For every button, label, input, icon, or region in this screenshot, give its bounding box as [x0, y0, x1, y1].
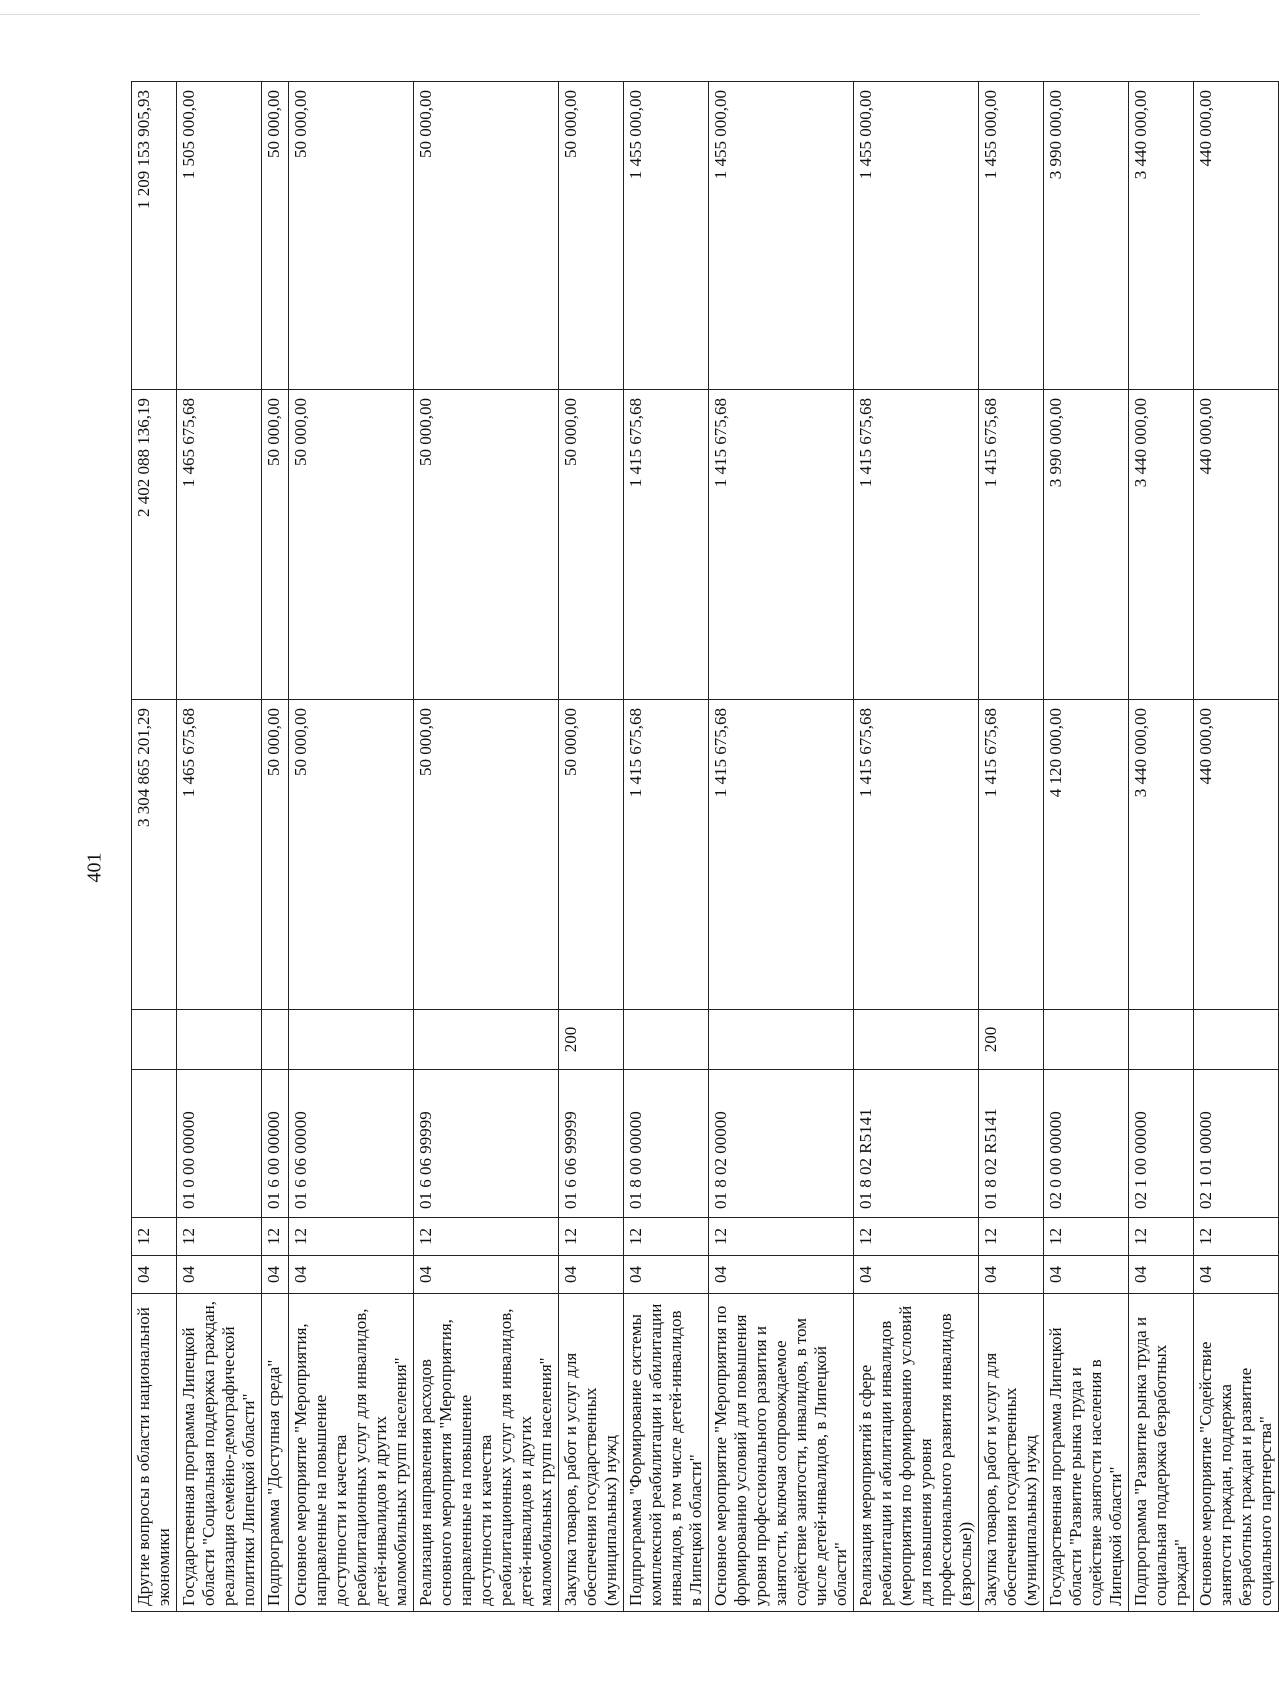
subsection-code-cell: 12: [709, 1218, 854, 1256]
table-row: [132, 82, 177, 1612]
amount-year2-cell: 50 000,00: [559, 390, 624, 700]
target-code-cell: 01 6 06 99999: [559, 1070, 624, 1218]
expense-type-cell: [1194, 1010, 1279, 1070]
section-code-cell: 04: [559, 1256, 624, 1294]
amount-year3-cell: 1 209 153 905,93: [132, 82, 177, 390]
amount-year1-cell: 50 000,00: [559, 700, 624, 1010]
section-code-cell: 04: [289, 1256, 414, 1294]
target-code-cell: [132, 1070, 177, 1218]
expense-type-cell: [414, 1010, 559, 1070]
subsection-code-cell: 12: [1194, 1218, 1279, 1256]
amount-year3-cell: 1 455 000,00: [979, 82, 1044, 390]
table-row: [1194, 82, 1279, 1612]
section-code-cell: 04: [262, 1256, 289, 1294]
target-code-cell: 02 0 00 00000: [1044, 1070, 1129, 1218]
amount-year2-cell: 1 415 675,68: [854, 390, 979, 700]
amount-year2-cell: 1 415 675,68: [709, 390, 854, 700]
target-code-cell: 01 8 02 R5141: [854, 1070, 979, 1218]
section-code-cell: 04: [132, 1256, 177, 1294]
subsection-code-cell: 12: [414, 1218, 559, 1256]
row-name-cell: Закупка товаров, работ и услуг для обеспечения государственных (муниципальных) нужд: [559, 1294, 624, 1612]
row-name-cell: Подпрограмма "Развитие рынка труда и социальная поддержка безработных граждан": [1129, 1294, 1194, 1612]
expense-type-cell: [1044, 1010, 1129, 1070]
target-code-cell: 01 8 02 R5141: [979, 1070, 1044, 1218]
amount-year3-cell: 50 000,00: [289, 82, 414, 390]
subsection-code-cell: 12: [559, 1218, 624, 1256]
subsection-code-cell: 12: [979, 1218, 1044, 1256]
subsection-code-cell: 12: [289, 1218, 414, 1256]
amount-year3-cell: 50 000,00: [414, 82, 559, 390]
subsection-code-cell: 12: [132, 1218, 177, 1256]
table-row: [414, 82, 559, 1612]
expense-type-cell: [289, 1010, 414, 1070]
table-row: [262, 82, 289, 1612]
amount-year2-cell: 1 415 675,68: [979, 390, 1044, 700]
table-row: [854, 82, 979, 1612]
amount-year2-cell: 1 415 675,68: [624, 390, 709, 700]
amount-year1-cell: 1 465 675,68: [177, 700, 262, 1010]
rotated-page: [131, 82, 1275, 1612]
expense-type-cell: 200: [979, 1010, 1044, 1070]
section-code-cell: 04: [624, 1256, 709, 1294]
amount-year3-cell: 1 455 000,00: [709, 82, 854, 390]
table-row: [979, 82, 1044, 1612]
section-code-cell: 04: [1129, 1256, 1194, 1294]
amount-year2-cell: 1 465 675,68: [177, 390, 262, 700]
amount-year3-cell: 1 455 000,00: [854, 82, 979, 390]
subsection-code-cell: 12: [1044, 1218, 1129, 1256]
expense-type-cell: [132, 1010, 177, 1070]
section-code-cell: 04: [1044, 1256, 1129, 1294]
subsection-code-cell: 12: [1129, 1218, 1194, 1256]
amount-year2-cell: 50 000,00: [262, 390, 289, 700]
budget-table: [131, 81, 1279, 1612]
row-name-cell: Подпрограмма "Доступная среда": [262, 1294, 289, 1612]
section-code-cell: 04: [414, 1256, 559, 1294]
subsection-code-cell: 12: [177, 1218, 262, 1256]
row-name-cell: Государственная программа Липецкой области "Развитие рынка труда и содействие занятости населения в Липецкой области": [1044, 1294, 1129, 1612]
amount-year2-cell: 50 000,00: [289, 390, 414, 700]
section-code-cell: 04: [979, 1256, 1044, 1294]
expense-type-cell: [177, 1010, 262, 1070]
amount-year3-cell: 440 000,00: [1194, 82, 1279, 390]
table-row: [709, 82, 854, 1612]
table-body: [132, 82, 1279, 1612]
amount-year1-cell: 50 000,00: [289, 700, 414, 1010]
row-name-cell: Другие вопросы в области национальной экономики: [132, 1294, 177, 1612]
target-code-cell: 01 6 00 00000: [262, 1070, 289, 1218]
row-name-cell: Основное мероприятие "Мероприятия по формированию условий для повышения уровня профессионального развития и занятости, включая сопровождаемое содействие занятости, инвалидов, в том числе детей-инвалидов, в Липецкой области": [709, 1294, 854, 1612]
amount-year1-cell: 1 415 675,68: [709, 700, 854, 1010]
amount-year2-cell: 3 990 000,00: [1044, 390, 1129, 700]
expense-type-cell: [709, 1010, 854, 1070]
amount-year1-cell: 1 415 675,68: [624, 700, 709, 1010]
table-row: [177, 82, 262, 1612]
amount-year1-cell: 50 000,00: [414, 700, 559, 1010]
row-name-cell: Реализация мероприятий в сфере реабилитации и абилитации инвалидов (мероприятия по формированию условий для повышения уровня профессионального развития инвалидов (взрослые)): [854, 1294, 979, 1612]
target-code-cell: 02 1 00 00000: [1129, 1070, 1194, 1218]
amount-year1-cell: 50 000,00: [262, 700, 289, 1010]
table-wrapper: [131, 82, 1275, 1612]
table-row: [559, 82, 624, 1612]
target-code-cell: 01 0 00 00000: [177, 1070, 262, 1218]
subsection-code-cell: 12: [262, 1218, 289, 1256]
amount-year1-cell: 440 000,00: [1194, 700, 1279, 1010]
section-code-cell: 04: [854, 1256, 979, 1294]
scan-edge-line: [0, 14, 1200, 15]
amount-year2-cell: 2 402 088 136,19: [132, 390, 177, 700]
target-code-cell: 01 6 06 00000: [289, 1070, 414, 1218]
expense-type-cell: [1129, 1010, 1194, 1070]
section-code-cell: 04: [177, 1256, 262, 1294]
amount-year3-cell: 50 000,00: [559, 82, 624, 390]
target-code-cell: 01 8 02 00000: [709, 1070, 854, 1218]
row-name-cell: Подпрограмма "Формирование системы комплексной реабилитации и абилитации инвалидов, в том числе детей-инвалидов в Липецкой области": [624, 1294, 709, 1612]
amount-year1-cell: 4 120 000,00: [1044, 700, 1129, 1010]
amount-year3-cell: 3 990 000,00: [1044, 82, 1129, 390]
amount-year2-cell: 440 000,00: [1194, 390, 1279, 700]
row-name-cell: Закупка товаров, работ и услуг для обеспечения государственных (муниципальных) нужд: [979, 1294, 1044, 1612]
section-code-cell: 04: [1194, 1256, 1279, 1294]
table-row: [624, 82, 709, 1612]
amount-year1-cell: 1 415 675,68: [979, 700, 1044, 1010]
target-code-cell: 01 6 06 99999: [414, 1070, 559, 1218]
section-code-cell: 04: [709, 1256, 854, 1294]
expense-type-cell: [624, 1010, 709, 1070]
subsection-code-cell: 12: [854, 1218, 979, 1256]
page-number: 401: [83, 852, 106, 883]
row-name-cell: Реализация направления расходов основного мероприятия "Мероприятия, направленные на повышение доступности и качества реабилитационных услуг для инвалидов, детей-инвалидов и других маломобильных групп населения": [414, 1294, 559, 1612]
amount-year2-cell: 3 440 000,00: [1129, 390, 1194, 700]
expense-type-cell: [262, 1010, 289, 1070]
amount-year1-cell: 3 304 865 201,29: [132, 700, 177, 1010]
amount-year3-cell: 3 440 000,00: [1129, 82, 1194, 390]
table-row: [1129, 82, 1194, 1612]
row-name-cell: Основное мероприятие "Содействие занятости граждан, поддержка безработных граждан и развитие социального партнерства": [1194, 1294, 1279, 1612]
amount-year1-cell: 3 440 000,00: [1129, 700, 1194, 1010]
row-name-cell: Государственная программа Липецкой области "Социальная поддержка граждан, реализация семейно-демографической политики Липецкой области": [177, 1294, 262, 1612]
expense-type-cell: [854, 1010, 979, 1070]
expense-type-cell: 200: [559, 1010, 624, 1070]
row-name-cell: Основное мероприятие "Мероприятия, направленные на повышение доступности и качества реабилитационных услуг для инвалидов, детей-инвалидов и других маломобильных групп населения": [289, 1294, 414, 1612]
table-row: [1044, 82, 1129, 1612]
amount-year1-cell: 1 415 675,68: [854, 700, 979, 1010]
subsection-code-cell: 12: [624, 1218, 709, 1256]
target-code-cell: 02 1 01 00000: [1194, 1070, 1279, 1218]
target-code-cell: 01 8 00 00000: [624, 1070, 709, 1218]
table-row: [289, 82, 414, 1612]
amount-year3-cell: 1 505 000,00: [177, 82, 262, 390]
amount-year3-cell: 1 455 000,00: [624, 82, 709, 390]
amount-year3-cell: 50 000,00: [262, 82, 289, 390]
amount-year2-cell: 50 000,00: [414, 390, 559, 700]
